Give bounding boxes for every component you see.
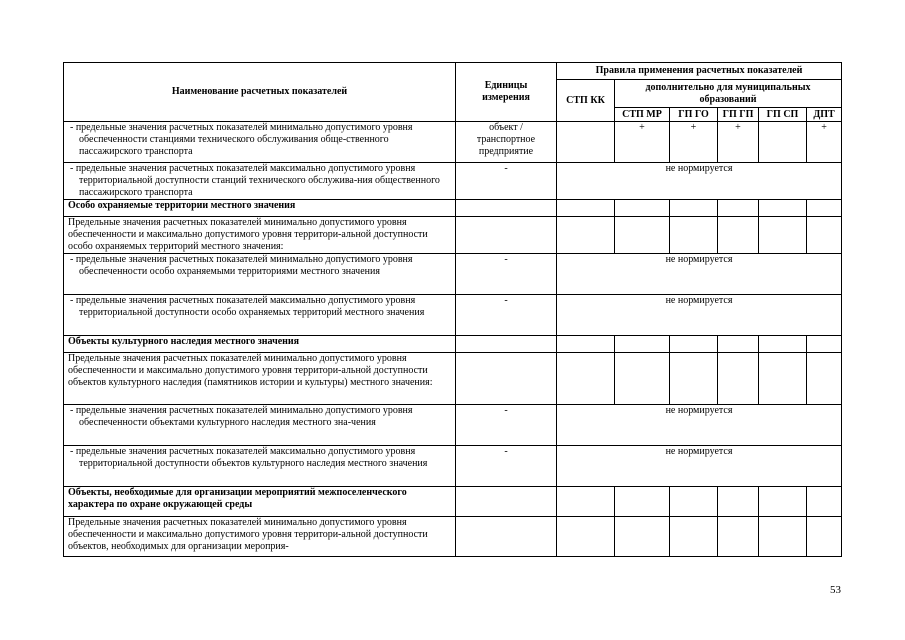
section-title: Объекты, необходимые для организации мероприятий межпоселенческого характера по охране окружающей среды: [64, 487, 456, 517]
stp-kk-cell: [557, 122, 615, 163]
empty-cell: [807, 487, 842, 517]
empty-cell: [759, 487, 807, 517]
not-normed-cell: не нормируется: [557, 295, 842, 336]
unit-cell: -: [456, 163, 557, 200]
not-normed-cell: не нормируется: [557, 446, 842, 487]
indicator-name-text: - предельные значения расчетных показателей максимально допустимого уровня территориальной доступности объектов культурного наследия местного значения: [70, 446, 428, 469]
empty-cell: [718, 200, 759, 217]
table-row: [64, 405, 842, 446]
table-body: [64, 122, 842, 557]
rule-cell: [670, 217, 718, 254]
not-normed-cell: не нормируется: [557, 163, 842, 200]
indicator-name-text: - предельные значения расчетных показателей минимально допустимого уровня обеспеченности станциями технического обслуживания обще-ственного пассажирского транспорта: [70, 122, 413, 157]
indicator-name: [64, 295, 456, 336]
stp-kk-cell: [557, 217, 615, 254]
indicator-name-text: - предельные значения расчетных показателей минимально допустимого уровня обеспеченности объектами культурного наследия местного зна-чения: [70, 405, 413, 428]
header-subcol: СТП МР: [615, 108, 670, 122]
empty-cell: [456, 200, 557, 217]
page-number: 53: [830, 584, 841, 596]
unit-cell: -: [456, 446, 557, 487]
rule-cell: [759, 353, 807, 405]
table-row: [64, 217, 842, 254]
indicator-name-text: - предельные значения расчетных показателей максимально допустимого уровня территориальной доступности особо охраняемых территорий местного значения: [70, 295, 425, 318]
empty-cell: [615, 487, 670, 517]
header-subcol: ГП СП: [759, 108, 807, 122]
rule-cell: [718, 517, 759, 557]
empty-cell: [670, 487, 718, 517]
rule-cell: [807, 517, 842, 557]
not-normed-cell: не нормируется: [557, 405, 842, 446]
rule-cell: [759, 217, 807, 254]
stp-kk-cell: [557, 353, 615, 405]
section-title: Особо охраняемые территории местного значения: [64, 200, 456, 217]
indicator-name: [64, 517, 456, 557]
empty-cell: [807, 336, 842, 353]
header-rules: Правила применения расчетных показателей: [557, 63, 842, 80]
indicator-name-text: Предельные значения расчетных показателей минимально допустимого уровня обеспеченности и максимально допустимого уровня территори-альной доступности объектов, необходимых для организации мероприя-: [68, 517, 428, 552]
unit-cell: -: [456, 405, 557, 446]
unit-cell: [456, 353, 557, 405]
table-row: [64, 295, 842, 336]
header-additional: дополнительно для муниципальных образований: [615, 80, 842, 108]
empty-cell: [718, 487, 759, 517]
empty-cell: [615, 336, 670, 353]
indicators-table: [63, 62, 842, 557]
unit-cell: [456, 217, 557, 254]
indicator-name: [64, 163, 456, 200]
section-row: [64, 200, 842, 217]
indicator-name: [64, 405, 456, 446]
empty-cell: [456, 487, 557, 517]
rule-cell: +: [807, 122, 842, 163]
header-subcol: ГП ГП: [718, 108, 759, 122]
rule-cell: [670, 517, 718, 557]
header-name: Наименование расчетных показателей: [64, 63, 456, 122]
unit-cell: объект / транспортное предприятие: [456, 122, 557, 163]
empty-cell: [718, 336, 759, 353]
header-stp-kk: СТП КК: [557, 80, 615, 122]
indicator-name: [64, 446, 456, 487]
not-normed-cell: не нормируется: [557, 254, 842, 295]
empty-cell: [759, 200, 807, 217]
indicator-name: [64, 217, 456, 254]
stp-kk-cell: [557, 517, 615, 557]
empty-cell: [615, 200, 670, 217]
table-row: [64, 254, 842, 295]
section-row: [64, 336, 842, 353]
empty-cell: [759, 336, 807, 353]
rule-cell: [615, 217, 670, 254]
indicator-name: [64, 122, 456, 163]
rule-cell: [615, 517, 670, 557]
rule-cell: [807, 217, 842, 254]
rule-cell: [615, 353, 670, 405]
header-subcol: ГП ГО: [670, 108, 718, 122]
table-row: [64, 163, 842, 200]
table-row: [64, 517, 842, 557]
table-row: [64, 122, 842, 163]
table-row: [64, 353, 842, 405]
unit-cell: [456, 517, 557, 557]
unit-cell: -: [456, 254, 557, 295]
empty-cell: [807, 200, 842, 217]
empty-cell: [557, 487, 615, 517]
empty-cell: [670, 336, 718, 353]
rule-cell: +: [718, 122, 759, 163]
rule-cell: [759, 122, 807, 163]
header-subcol: ДПТ: [807, 108, 842, 122]
rule-cell: [759, 517, 807, 557]
unit-cell: -: [456, 295, 557, 336]
indicator-name-text: - предельные значения расчетных показателей максимально допустимого уровня территориальной доступности станций технического обслужива-ния общественного пассажирского транспорта: [70, 163, 440, 198]
indicator-name-text: Предельные значения расчетных показателей минимально допустимого уровня обеспеченности и максимально допустимого уровня территори-альной доступности объектов культурного наследия (памятников истории и культуры) местного значения:: [68, 353, 433, 388]
rule-cell: [718, 353, 759, 405]
empty-cell: [557, 336, 615, 353]
empty-cell: [557, 200, 615, 217]
empty-cell: [456, 336, 557, 353]
indicator-name: [64, 353, 456, 405]
table-header: [64, 63, 842, 122]
rule-cell: +: [670, 122, 718, 163]
indicator-name: [64, 254, 456, 295]
indicator-name-text: - предельные значения расчетных показателей минимально допустимого уровня обеспеченности особо охраняемыми территориями местного значения: [70, 254, 413, 277]
header-units: Единицы измерения: [456, 63, 557, 122]
rule-cell: [807, 353, 842, 405]
empty-cell: [670, 200, 718, 217]
indicator-name-text: Предельные значения расчетных показателей минимально допустимого уровня обеспеченности и максимально допустимого уровня территори-альной доступности особо охраняемых территорий местного значения:: [68, 217, 428, 252]
section-title: Объекты культурного наследия местного значения: [64, 336, 456, 353]
rule-cell: [670, 353, 718, 405]
table-row: [64, 446, 842, 487]
rule-cell: [718, 217, 759, 254]
rule-cell: +: [615, 122, 670, 163]
section-row: [64, 487, 842, 517]
